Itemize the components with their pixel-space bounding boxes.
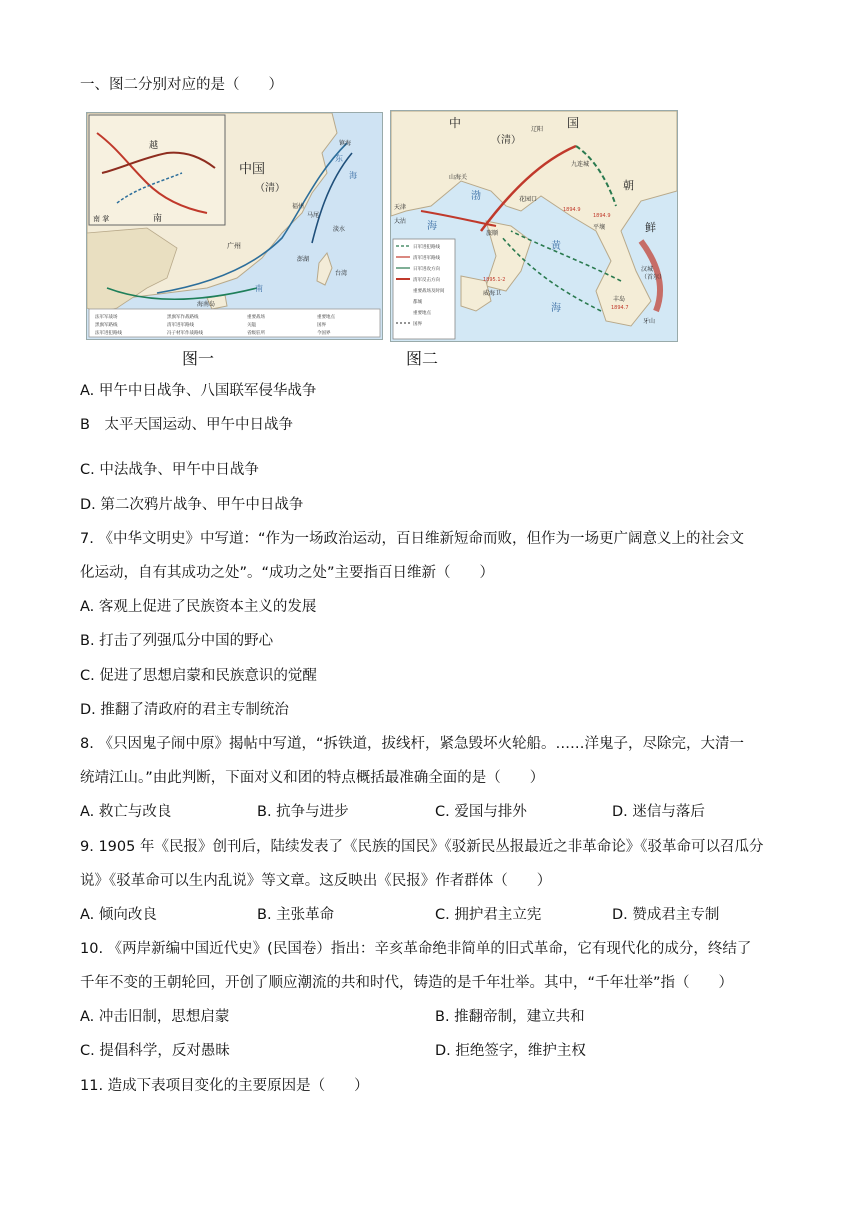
map1-label-guangzhou: 广州: [227, 242, 241, 250]
map2-label-huayuankou: 花园口: [519, 196, 538, 203]
q11-stem: 11. 造成下表项目变化的主要原因是（ ）: [80, 1078, 369, 1094]
q8-option-a[interactable]: A. 救亡与改良: [80, 804, 172, 820]
q10-option-b[interactable]: B. 推翻帝制，建立共和: [435, 1009, 585, 1025]
map2-label-xian: 鲜: [645, 221, 656, 234]
map2-label-zhong: 中: [449, 116, 462, 130]
q8-option-c[interactable]: C. 爱国与排外: [435, 804, 527, 820]
map1-legend-10: 国界: [317, 323, 326, 328]
map2-label-jiulianchen: 九连城: [571, 161, 590, 168]
map2-label-hai2: 海: [551, 303, 561, 314]
map1-label-nan-sea: 南: [255, 284, 263, 293]
map2-label-huang: 黄: [551, 241, 561, 252]
map1-legend-1: 黑旗军路线: [95, 323, 118, 328]
map2-label-chao: 朝: [623, 179, 634, 192]
map2-legend-1: 清军进军路线: [413, 256, 440, 261]
map1-legend-9: 重要地点: [317, 315, 335, 320]
map2-label-liaoyang: 辽阳: [531, 126, 544, 133]
q9-option-d[interactable]: D. 赞成君主专制: [612, 907, 720, 923]
map1-label-taiwan: 台湾: [335, 270, 348, 277]
map2-label-hancheng: 汉城: [641, 266, 654, 273]
figure-2-map: [390, 110, 678, 342]
q10-option-c[interactable]: C. 提倡科学，反对愚昧: [80, 1043, 230, 1059]
map2-label-pingrang: 平壤: [593, 224, 606, 231]
q8-option-b[interactable]: B. 抗争与进步: [257, 804, 349, 820]
map1-label-qing: （清）: [255, 183, 285, 194]
map2-label-date-1: 1894.9: [563, 207, 581, 213]
figure-1-map-drawing: [87, 113, 382, 339]
map2-label-yashan: 牙山: [643, 318, 656, 325]
map1-label-yue: 越: [149, 141, 159, 151]
map1-legend-3: 黑旗军作战路线: [167, 315, 199, 320]
q7-option-d[interactable]: D. 推翻了清政府的君主专制统治: [80, 702, 289, 718]
q6-option-c[interactable]: C. 中法战争、甲午中日战争: [80, 462, 259, 478]
map1-legend-6: 重要战场: [247, 315, 265, 320]
map2-label-date-4: 1894.7: [611, 305, 629, 311]
map2-label-fengdao: 丰岛: [613, 296, 626, 303]
map1-legend-7: 关隘: [247, 323, 256, 328]
figure-1-caption: 图一: [182, 349, 215, 368]
map2-label-date-3: 1895.1-2: [483, 277, 506, 283]
map2-label-shanhaiguan: 山海关: [449, 174, 468, 181]
q9-option-c[interactable]: C. 拥护君主立宪: [435, 907, 542, 923]
q6-stem: 一、图二分别对应的是（ ）: [80, 77, 283, 93]
map2-legend-3: 清军反击方向: [413, 278, 440, 283]
figure-2-caption: 图二: [406, 349, 439, 368]
q9-stem-line-2: 说》《驳革命可以生内乱说》等文章。这反映出《民报》作者群体（ ）: [80, 873, 552, 889]
q6-option-b[interactable]: B 太平天国运动、甲午中日战争: [80, 417, 293, 433]
map1-legend-2: 法军进犯路线: [95, 331, 122, 336]
q10-stem-line-1: 10. 《两岸新编中国近代史》(民国卷）指出：辛亥革命绝非简单的旧式革命，它有现代化的成分，终结了: [80, 941, 752, 957]
q7-option-a[interactable]: A. 客观上促进了民族资本主义的发展: [80, 599, 317, 615]
map2-label-hai1: 海: [427, 221, 437, 232]
map1-label-danshui: 淡水: [333, 226, 346, 233]
q6-option-a[interactable]: A. 甲午中日战争、八国联军侵华战争: [80, 383, 317, 399]
map1-label-fuzhou: 福州: [292, 203, 305, 210]
map2-label-qing: （清）: [491, 135, 521, 146]
q10-option-d[interactable]: D. 拒绝签字，维护主权: [435, 1043, 586, 1059]
map1-label-hai: 海: [349, 171, 357, 180]
map1-legend-4: 清军进军路线: [167, 323, 194, 328]
map2-legend-6: 重要地点: [413, 311, 431, 316]
q8-option-d[interactable]: D. 迷信与落后: [612, 804, 705, 820]
map1-label-china: 中国: [239, 162, 266, 177]
map2-label-date-2: 1894.9: [593, 213, 611, 219]
map1-legend-8: 省级驻所: [247, 331, 265, 336]
map2-label-weihaiwei: 威海卫: [483, 290, 502, 297]
map1-label-penghu: 澎湖: [297, 256, 310, 263]
q9-stem-line-1: 9. 1905 年《民报》创刊后，陆续发表了《民族的国民》《驳新民丛报最近之非革命论》《驳革命可以召瓜分: [80, 839, 764, 855]
map1-legend-0: 法军军战场: [95, 315, 118, 320]
map2-label-tianjin: 天津: [394, 204, 407, 211]
map2-label-guo: 国: [567, 116, 580, 130]
map2-legend-2: 日军进攻方向: [413, 267, 440, 272]
figure-2-map-drawing: [391, 111, 677, 341]
map2-label-bo: 渤: [471, 191, 481, 202]
map1-label-zhenhai: 镇海: [339, 140, 352, 147]
map1-legend-11: 今国界: [317, 331, 331, 336]
map1-label-dong: 东: [335, 154, 343, 163]
map2-legend-0: 日军进犯路线: [413, 245, 440, 250]
q7-stem-line-1: 7. 《中华文明史》中写道：“作为一场政治运动，百日维新短命而败，但作为一场更广阔意义上的社会文: [80, 531, 744, 547]
q7-option-c[interactable]: C. 促进了思想启蒙和民族意识的觉醒: [80, 668, 317, 684]
map2-label-shouer: （首尔）: [641, 274, 666, 281]
map1-legend-5: 冯子材军作战路线: [167, 331, 203, 336]
map1-label-hainan: 海南岛: [197, 301, 216, 308]
q10-option-a[interactable]: A. 冲击旧制，思想启蒙: [80, 1009, 230, 1025]
map2-label-dagu: 大沽: [394, 218, 407, 225]
map2-legend-5: 都城: [413, 300, 422, 305]
q7-option-b[interactable]: B. 打击了列强瓜分中国的野心: [80, 633, 274, 649]
figure-1-map: [86, 112, 383, 340]
map2-legend-4: 重要战场及时间: [413, 289, 445, 294]
map1-label-mawei: 马尾: [307, 212, 320, 219]
q8-stem-line-2: 统靖江山。”由此判断，下面对义和团的特点概括最准确全面的是（ ）: [80, 770, 545, 786]
q9-option-b[interactable]: B. 主张革命: [257, 907, 335, 923]
q6-option-d[interactable]: D. 第二次鸦片战争、甲午中日战争: [80, 497, 304, 513]
map2-label-lvshun: 旅顺: [486, 230, 499, 237]
q8-stem-line-1: 8. 《只因鬼子闹中原》揭帖中写道，“拆铁道，拔线杆，紧急毁坏火轮船。……洋鬼子，尽除完，大清一: [80, 736, 744, 752]
map1-label-nan: 南: [153, 214, 163, 224]
q7-stem-line-2: 化运动，自有其成功之处”。“成功之处”主要指百日维新（ ）: [80, 565, 495, 581]
map2-legend-7: 国界: [413, 322, 422, 327]
q10-stem-line-2: 千年不变的王朝轮回，开创了顺应潮流的共和时代，铸造的是千年壮举。其中，“千年壮举”指（ ）: [80, 975, 734, 991]
map1-label-nanzhang: 南 掌: [93, 215, 110, 223]
q9-option-a[interactable]: A. 倾向改良: [80, 907, 157, 923]
